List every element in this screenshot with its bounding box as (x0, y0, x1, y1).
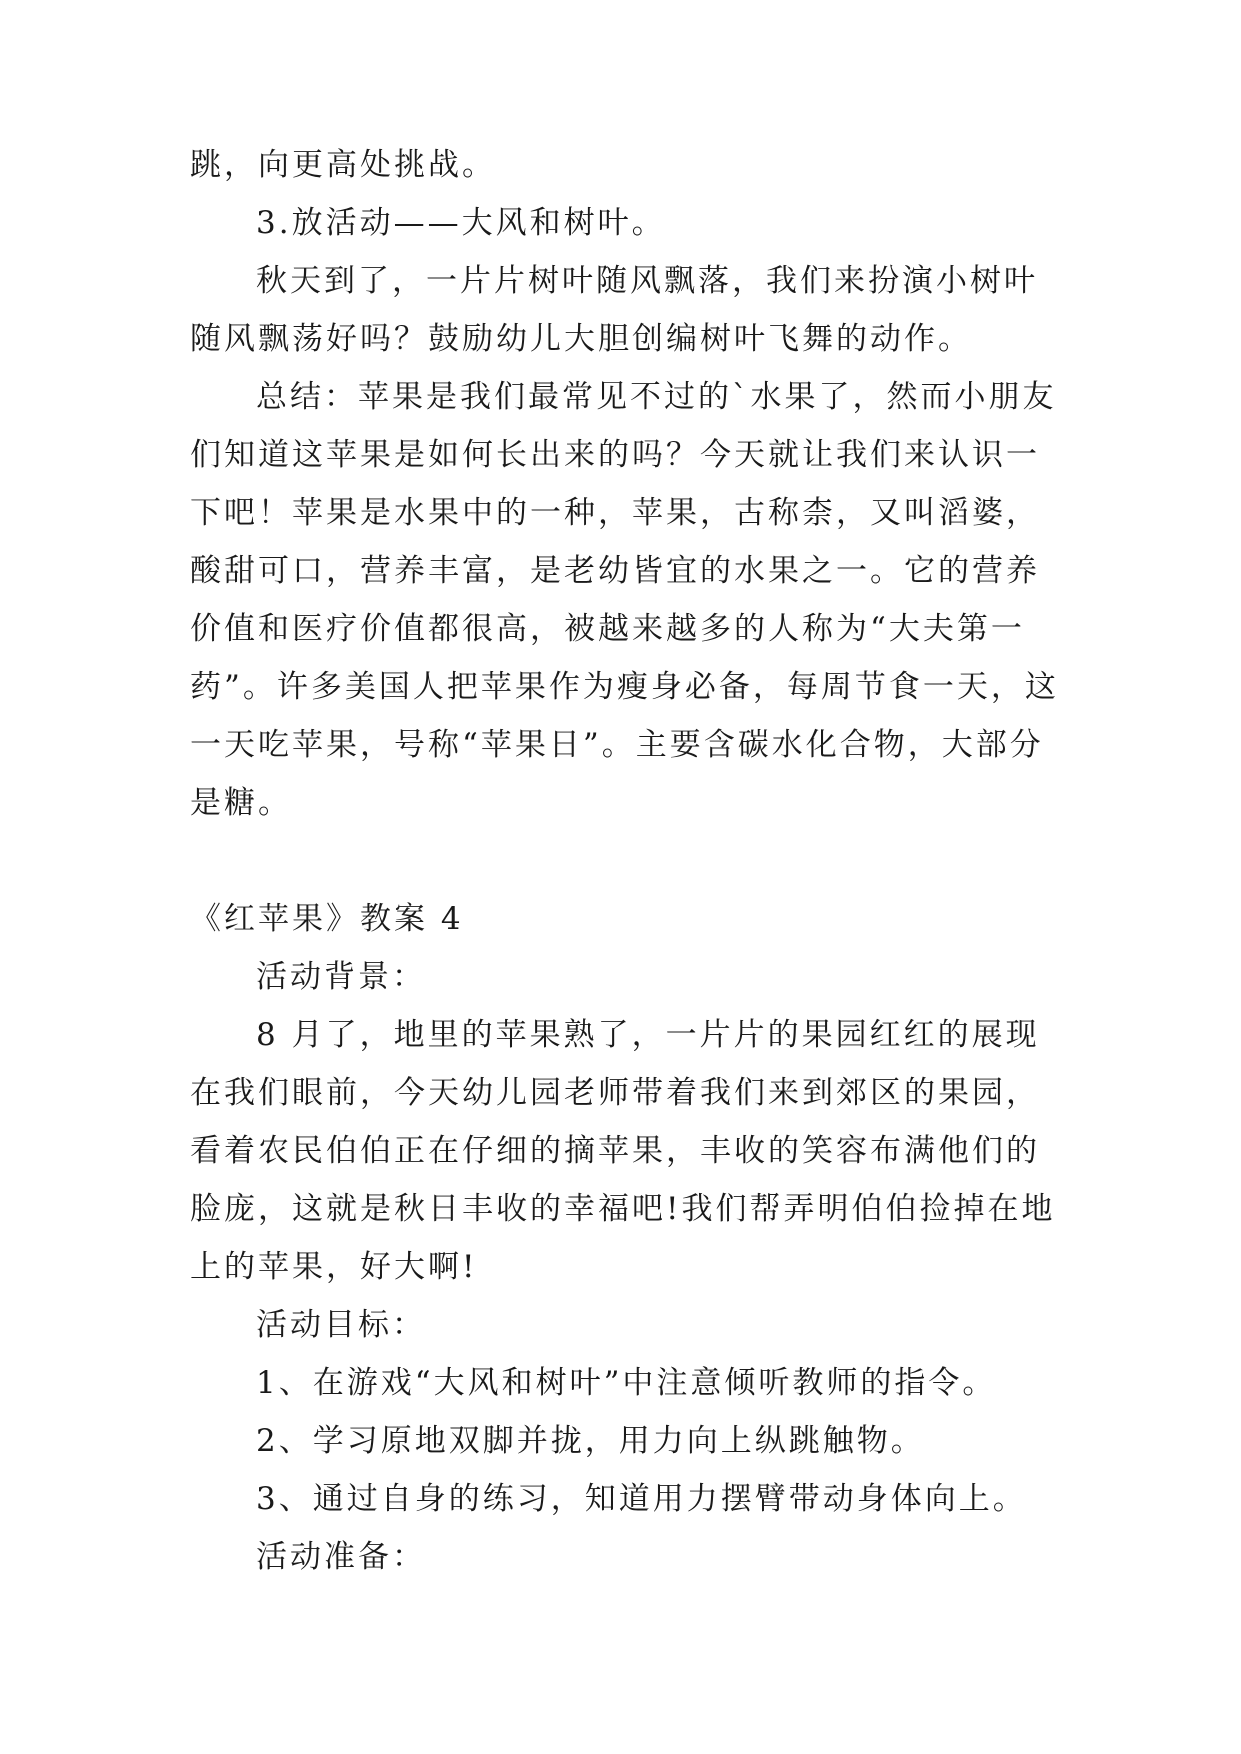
summary-paragraph: 总结：苹果是我们最常见不过的`水果了，然而小朋友们知道这苹果是如何长出来的吗？今天就让我们来认识一下吧！苹果是水果中的一种，苹果，古称柰，又叫滔婆，酸甜可口，营养丰富，是老幼皆宜的水果之一。它的营养价值和医疗价值都很高，被越来越多的人称为“大夫第一药”。许多美国人把苹果作为瘦身必备，每周节食一天，这一天吃苹果，号称“苹果日”。主要含碳水化合物，大部分是糖。 (190, 379, 1059, 821)
goals-heading: 活动目标： (256, 1307, 426, 1343)
preparation-heading: 活动准备： (256, 1539, 426, 1575)
continuation-line: 跳，向更高处挑战。 (190, 147, 496, 183)
background-heading: 活动背景： (256, 959, 426, 995)
document-body (190, 136, 1070, 1586)
goal-item-2: 2、学习原地双脚并拢，用力向上纵跳触物。 (256, 1423, 925, 1459)
goal-item-3: 3、通过自身的练习，知道用力摆臂带动身体向上。 (256, 1481, 1027, 1517)
section-3-body: 秋天到了，一片片树叶随风飘落，我们来扮演小树叶随风飘荡好吗？鼓励幼儿大胆创编树叶飞舞的动作。 (190, 263, 1038, 357)
background-paragraph: 8 月了，地里的苹果熟了，一片片的果园红红的展现在我们眼前，今天幼儿园老师带着我们来到郊区的果园，看着农民伯伯正在仔细的摘苹果，丰收的笑容布满他们的脸庞，这就是秋日丰收的幸福吧!我们帮弄明伯伯捡掉在地上的苹果，好大啊! (190, 1017, 1056, 1285)
section-3-title: 3.放活动——大风和树叶。 (256, 205, 666, 241)
lesson-title: 《红苹果》教案 4 (190, 901, 464, 937)
goal-item-1: 1、在游戏“大风和树叶”中注意倾听教师的指令。 (256, 1365, 997, 1401)
